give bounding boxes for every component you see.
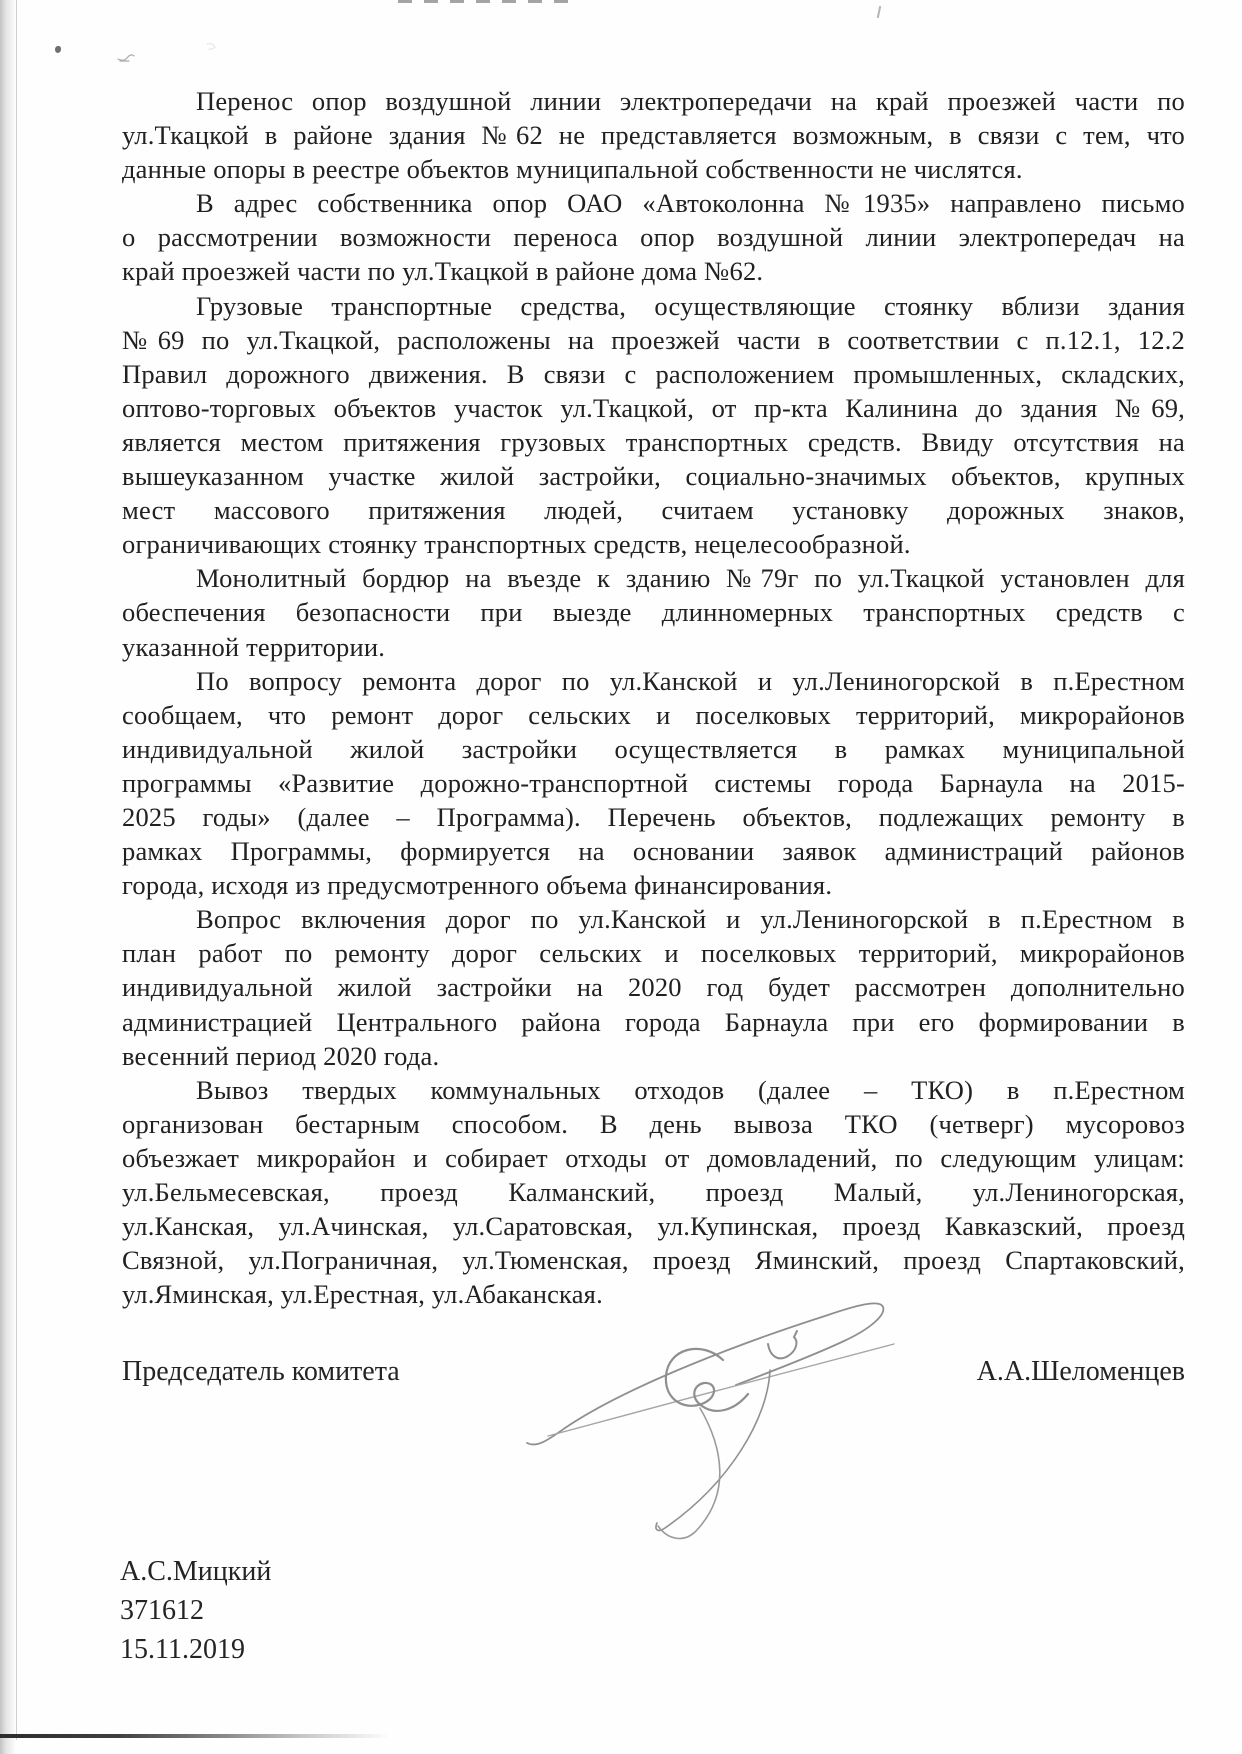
paragraph-line: весенний период 2020 года.: [122, 1040, 440, 1071]
paragraph-line: Связной, ул.Пограничная, ул.Тюменская, проезд Яминский, проезд Спартаковский,: [122, 1245, 1185, 1276]
paragraph-line: край проезжей части по ул.Ткацкой в районе дома №62.: [122, 256, 764, 287]
scan-faint-mark: [205, 42, 217, 52]
paragraph-line: данные опоры в реестре объектов муниципальной собственности не числятся.: [122, 154, 1023, 185]
paragraph-line: города, исходя из предусмотренного объема финансирования.: [122, 870, 833, 901]
paragraph-line: план работ по ремонту дорог сельских и поселковых территорий, микрорайонов: [122, 938, 1185, 969]
signatory-title: Председатель комитета: [122, 1356, 400, 1387]
paragraph-line: указанной территории.: [122, 631, 386, 662]
paragraph-line: программы «Развитие дорожно-транспортной системы города Барнаула на 2015-: [122, 767, 1185, 798]
paragraph-line: №69 по ул.Ткацкой, расположены на проезжей части в соответствии с п.12.1, 12.2: [122, 324, 1185, 355]
paragraph-line: ограничивающих стоянку транспортных средств, нецелесообразной.: [122, 529, 911, 560]
paragraph-line: Грузовые транспортные средства, осуществляющие стоянку вблизи здания: [196, 290, 1185, 321]
scan-edge-line: [16, 0, 17, 1740]
executor-phone: 371612: [120, 1595, 204, 1626]
paragraph-line: рамках Программы, формируется на основании заявок администраций районов: [122, 836, 1185, 867]
paragraph-line: является местом притяжения грузовых транспортных средств. Ввиду отсутствия на: [122, 426, 1185, 457]
letter-body: [122, 84, 1185, 1311]
paragraph-line: В адрес собственника опор ОАО «Автоколонна №1935» направлено письмо: [196, 188, 1185, 219]
paragraph-line: ул.Бельмесевская, проезд Калманский, проезд Малый, ул.Лениногорская,: [122, 1177, 1185, 1207]
paragraph-line: Вывоз твердых коммунальных отходов (далее – ТКО) в п.Ерестном: [196, 1074, 1185, 1105]
paragraph-line: сообщаем, что ремонт дорог сельских и поселковых территорий, микрорайонов: [122, 699, 1185, 730]
paragraph: [122, 1073, 1185, 1312]
executor-name: А.С.Мицкий: [120, 1556, 272, 1587]
paragraph-line: ул.Канская, ул.Ачинская, ул.Саратовская, ул.Купинская, проезд Кавказский, проезд: [122, 1211, 1185, 1242]
paragraph-line: Монолитный бордюр на въезде к зданию №79г по ул.Ткацкой установлен для: [196, 563, 1185, 594]
scan-bottom-line: [0, 1734, 390, 1738]
paragraph-line: объезжает микрорайон и собирает отходы от домовладений, по следующим улицам:: [122, 1142, 1185, 1173]
scan-edge-shadow: [0, 0, 16, 1754]
paragraph-line: По вопросу ремонта дорог по ул.Канской и ул.Лениногорской в п.Ерестном: [196, 665, 1185, 696]
paragraph-line: мест массового притяжения людей, считаем установку дорожных знаков,: [122, 495, 1185, 526]
paragraph-line: Перенос опор воздушной линии электропередачи на край проезжей части по: [196, 86, 1185, 116]
scan-dot-speck: [55, 46, 61, 53]
paragraph-line: Вопрос включения дорог по ул.Канской и ул.Лениногорской в п.Ерестном в: [196, 904, 1185, 935]
paragraph-line: индивидуальной жилой застройки на 2020 год будет рассмотрен дополнительно: [122, 972, 1185, 1003]
paragraph: [122, 84, 1185, 186]
scan-squiggle-mark: [117, 50, 137, 64]
paragraph-line: ул.Ткацкой в районе здания №62 не представляется возможным, в связи с тем, что: [122, 120, 1185, 151]
paragraph-line: обеспечения безопасности при выезде длинномерных транспортных средств с: [122, 597, 1185, 628]
paragraph: [122, 561, 1185, 663]
handwritten-signature-icon: [430, 1288, 900, 1548]
paragraph-line: оптово-торговых объектов участок ул.Ткацкой, от пр-кта Калинина до здания №69,: [122, 392, 1185, 423]
paragraph-line: индивидуальной жилой застройки осуществляется в рамках муниципальной: [122, 733, 1185, 764]
paragraph-line: вышеуказанном участке жилой застройки, социально-значимых объектов, крупных: [122, 461, 1185, 492]
paragraph: [122, 289, 1185, 562]
signatory-name: А.А.Шеломенцев: [976, 1356, 1185, 1387]
paragraph-line: Правил дорожного движения. В связи с расположением промышленных, складских,: [122, 358, 1185, 389]
paragraph-line: о рассмотрении возможности переноса опор воздушной линии электропередач на: [122, 222, 1185, 253]
paragraph-line: администрацией Центрального района города Барнаула при его формировании в: [122, 1006, 1185, 1037]
paragraph: [122, 902, 1185, 1072]
paragraph: [122, 186, 1185, 288]
footer-block: [120, 1552, 271, 1669]
letter-date: 15.11.2019: [120, 1634, 245, 1665]
paragraph-line: 2025 годы» (далее – Программа). Перечень объектов, подлежащих ремонту в: [122, 801, 1185, 832]
paragraph-line: ул.Яминская, ул.Ерестная, ул.Абаканская.: [122, 1279, 603, 1310]
scan-top-tick: [877, 6, 881, 18]
paragraph: [122, 664, 1185, 903]
scan-top-dashes: [398, 0, 568, 3]
paragraph-line: организован бестарным способом. В день вывоза ТКО (четверг) мусоровоз: [122, 1108, 1185, 1139]
